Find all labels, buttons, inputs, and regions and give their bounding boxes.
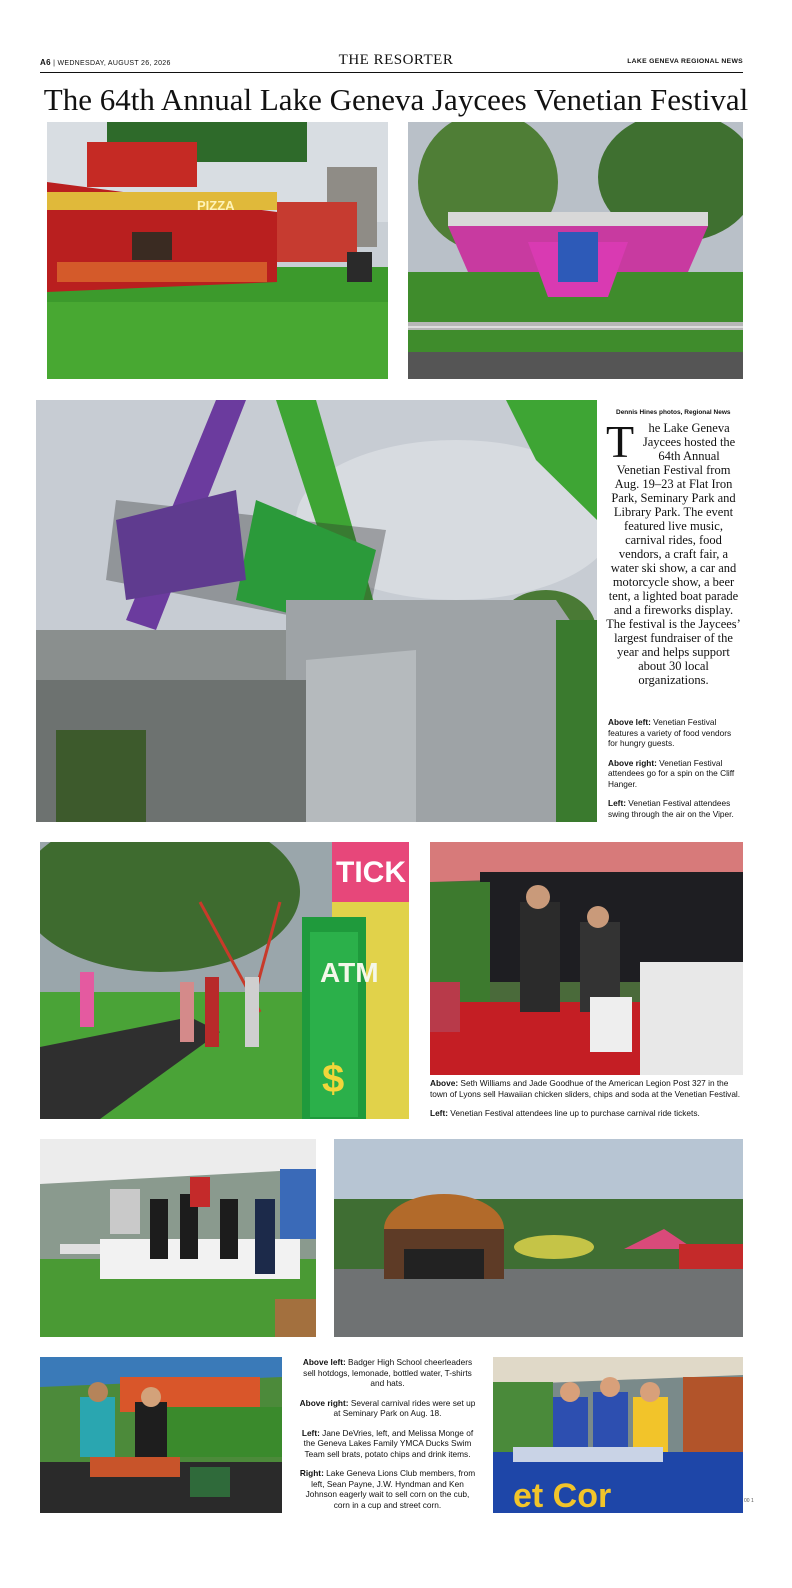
photo-ymca-ducks	[40, 1357, 282, 1513]
caption-above: Above: Seth Williams and Jade Goodhue of the American Legion Post 327 in the town of Lyons sell Hawaiian chicken sliders, chips and soda at the Venetian Festival.	[430, 1078, 741, 1099]
section-name: LAKE GENEVA REGIONAL NEWS	[627, 58, 743, 65]
photo-legion-booth	[430, 842, 743, 1075]
photo-cheerleaders	[40, 1139, 316, 1337]
atm-dollar-text: $	[322, 1057, 345, 1101]
page-number: A6	[40, 58, 51, 67]
pizza-sign-text: PIZZA	[197, 198, 235, 213]
caption-left-tickets: Left: Venetian Festival attendees line up to purchase carnival ride tickets.	[430, 1108, 700, 1118]
tick-sign-text: TICK	[336, 856, 406, 889]
caption-bottom-above-left: Above left: Badger High School cheerleaders sell hotdogs, lemonade, bottled water, T-shirts and hats.	[302, 1357, 473, 1388]
story-text: he Lake Geneva Jaycees hosted the 64th Annual Venetian Festival from Aug. 19–23 at Flat Iron Park, Seminary Park and Library Park. The event featured live music, carnival rides, food vendors, a craft fair, a water ski show, a car and motorcycle show, a beer tent, a lighted boat parade and a fireworks display. The festival is the Jaycees’ largest fundraiser of the year and helps support about 30 local organizations.	[606, 421, 741, 687]
captions-top	[608, 717, 743, 828]
folio-left: A6 | WEDNESDAY, AUGUST 26, 2026	[40, 58, 171, 67]
photo-viper	[36, 400, 597, 822]
captions-bottom	[297, 1357, 478, 1519]
paper-name: THE RESORTER	[338, 52, 454, 68]
photo-seminary-rides	[334, 1139, 743, 1337]
caption-above-right: Above right: Venetian Festival attendees go for a spin on the Cliff Hanger.	[608, 757, 735, 789]
page-code: 00 1	[744, 1498, 754, 1504]
issue-date: WEDNESDAY, AUGUST 26, 2026	[57, 60, 171, 67]
corn-sign-text: et Cor	[513, 1477, 612, 1513]
photo-food-vendors	[47, 122, 388, 379]
drop-cap: T	[606, 416, 635, 467]
caption-bottom-above-right: Above right: Several carnival rides were set up at Seminary Park on Aug. 18.	[299, 1397, 476, 1418]
headline: The 64th Annual Lake Geneva Jaycees Venetian Festival	[43, 82, 749, 117]
caption-bottom-right: Right: Lake Geneva Lions Club members, from left, Sean Payne, J.W. Hyndman and Ken Johnson eagerly wait to sell corn on the cub, corn in a cup and street corn.	[299, 1468, 476, 1510]
captions-mid	[430, 1078, 743, 1128]
caption-left: Left: Venetian Festival attendees swing through the air on the Viper.	[608, 798, 734, 819]
photo-cliff-hanger	[408, 122, 743, 379]
caption-bottom-left: Left: Jane DeVries, left, and Melissa Monge of the Geneva Lakes Family YMCA Ducks Swim Team sell brats, potato chips and drink items.	[301, 1427, 474, 1459]
story-body	[606, 416, 741, 687]
photo-credit: Dennis Hines photos, Regional News	[616, 409, 731, 416]
atm-sign-text: ATM	[320, 957, 379, 988]
header-rule	[40, 72, 743, 73]
photo-lions-corn	[493, 1357, 743, 1513]
photo-ticket-line	[40, 842, 409, 1119]
caption-above-left: Above left: Venetian Festival features a variety of food vendors for hungry guests.	[608, 717, 732, 748]
